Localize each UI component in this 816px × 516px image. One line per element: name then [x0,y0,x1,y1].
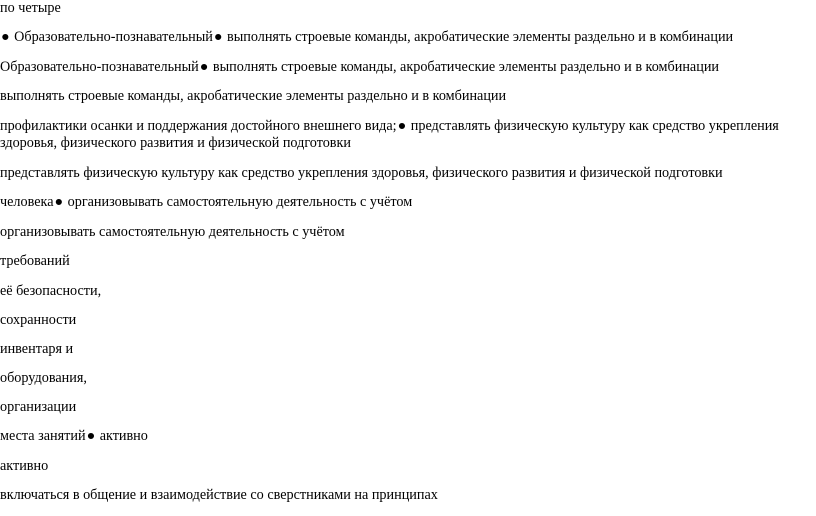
text-line-5 [0,118,800,152]
text-line-9: требований [0,253,70,269]
text-line-6: представлять физическую культуру как средство укрепления здоровья, физического развития и физической подготовки [0,165,723,181]
text-line-8: организовывать самостоятельную деятельность с учётом [0,224,345,240]
text-line-2 [0,29,733,46]
bullet-dot-icon: ● [1,29,10,45]
text-line-7 [0,194,412,211]
text-segment: представлять физическую культуру как средство укрепления здоровья, физического развития и физической подготовки [0,118,779,151]
text-line-17: включаться в общение и взаимодействие со сверстниками на принципах [0,487,438,503]
text-segment: человека [0,194,54,210]
bullet-dot-icon: ● [86,428,96,444]
text-line-11: сохранности [0,312,77,328]
text-segment: выполнять строевые команды, акробатические элементы раздельно и в комбинации [209,59,720,75]
text-segment: места занятий [0,428,86,444]
text-segment: профилактики осанки и поддержания достойного внешнего вида; [0,118,397,134]
bullet-dot-icon: ● [54,194,64,210]
text-segment: Образовательно-познавательный [0,59,199,75]
text-line-3 [0,59,719,76]
text-line-10: её безопасности, [0,283,102,299]
text-line-14: организации [0,399,77,415]
text-line-15 [0,428,148,445]
text-segment: организовывать самостоятельную деятельность с учётом [64,194,413,210]
text-line-12: инвентаря и [0,341,74,357]
bullet-dot-icon: ● [199,59,209,75]
bullet-dot-icon: ● [213,29,223,45]
text-segment: выполнять строевые команды, акробатические элементы раздельно и в комбинации [223,29,734,45]
text-line-4: выполнять строевые команды, акробатические элементы раздельно и в комбинации [0,88,507,104]
text-line-16: активно [0,458,49,474]
text-segment: активно [96,428,148,444]
bullet-dot-icon: ● [397,118,407,134]
text-segment: Образовательно-познавательный [10,29,213,45]
text-line-1: по четыре [0,0,61,16]
text-line-13: оборудования, [0,370,87,386]
